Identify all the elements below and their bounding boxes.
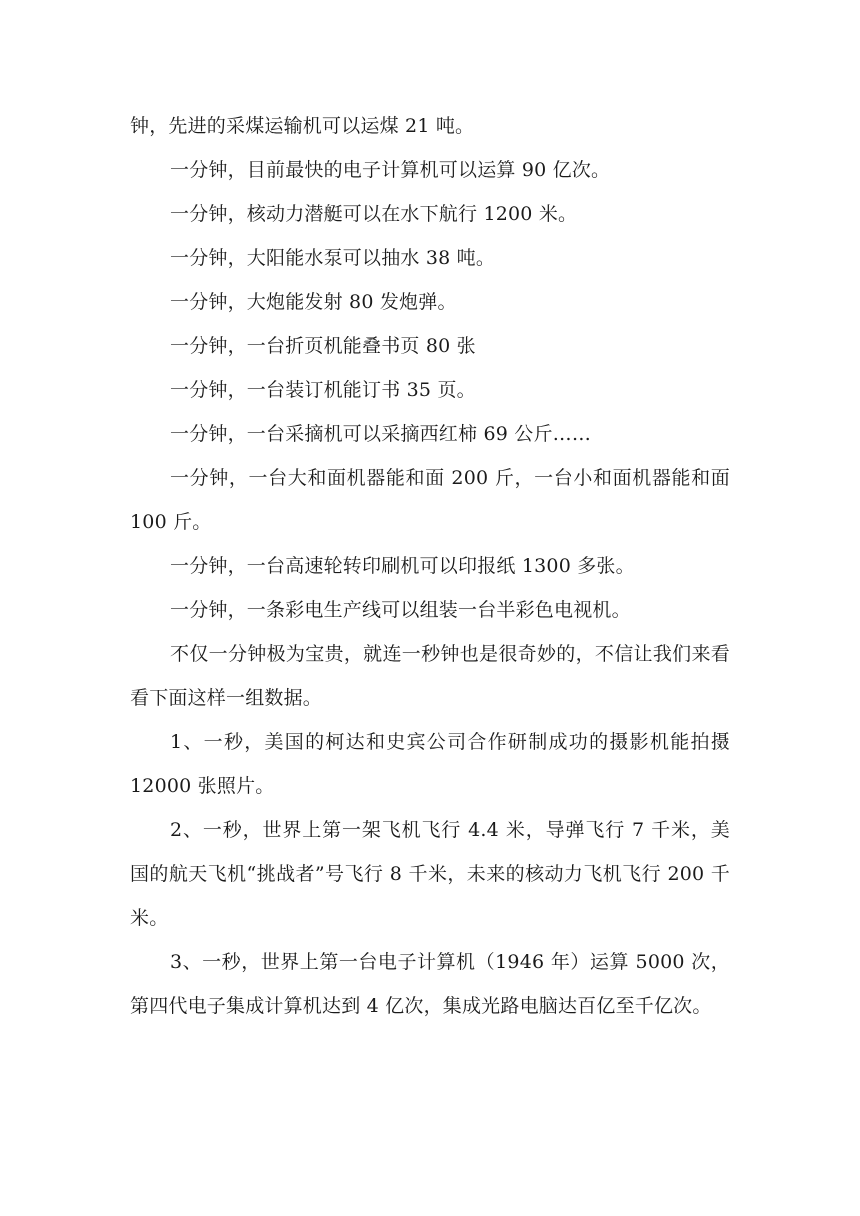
paragraph: 一分钟，一台高速轮转印刷机可以印报纸 1300 多张。 [170, 555, 635, 577]
paragraph: 一分钟，一台折页机能叠书页 80 张 [170, 335, 476, 357]
paragraph: 一分钟，一台采摘机可以采摘西红柿 69 公斤…… [170, 423, 592, 445]
document-body [130, 104, 730, 1028]
paragraph: 一分钟，大炮能发射 80 发炮弹。 [170, 291, 457, 313]
paragraph: 不仅一分钟极为宝贵，就连一秒钟也是很奇妙的，不信让我们来看看下面这样一组数据。 [130, 643, 730, 709]
paragraph: 一分钟，核动力潜艇可以在水下航行 1200 米。 [170, 203, 578, 225]
paragraph: 2、一秒，世界上第一架飞机飞行 4.4 米，导弹飞行 7 千米，美国的航天飞机“挑战者”号飞行 8 千米，未来的核动力飞机飞行 200 千米。 [130, 819, 730, 929]
paragraph: 一分钟，一台装订机能订书 35 页。 [170, 379, 476, 401]
paragraph: 一分钟，一条彩电生产线可以组装一台半彩色电视机。 [170, 599, 631, 621]
paragraph: 钟，先进的采煤运输机可以运煤 21 吨。 [130, 115, 475, 137]
paragraph: 3、一秒，世界上第一台电子计算机（1946 年）运算 5000 次，第四代电子集成计算机达到 4 亿次，集成光路电脑达百亿至千亿次。 [130, 951, 730, 1017]
paragraph: 一分钟，一台大和面机器能和面 200 斤，一台小和面机器能和面 100 斤。 [130, 467, 730, 533]
paragraph: 一分钟，大阳能水泵可以抽水 38 吨。 [170, 247, 496, 269]
paragraph: 一分钟，目前最快的电子计算机可以运算 90 亿次。 [170, 159, 611, 181]
paragraph: 1、一秒，美国的柯达和史宾公司合作研制成功的摄影机能拍摄 12000 张照片。 [130, 731, 730, 797]
